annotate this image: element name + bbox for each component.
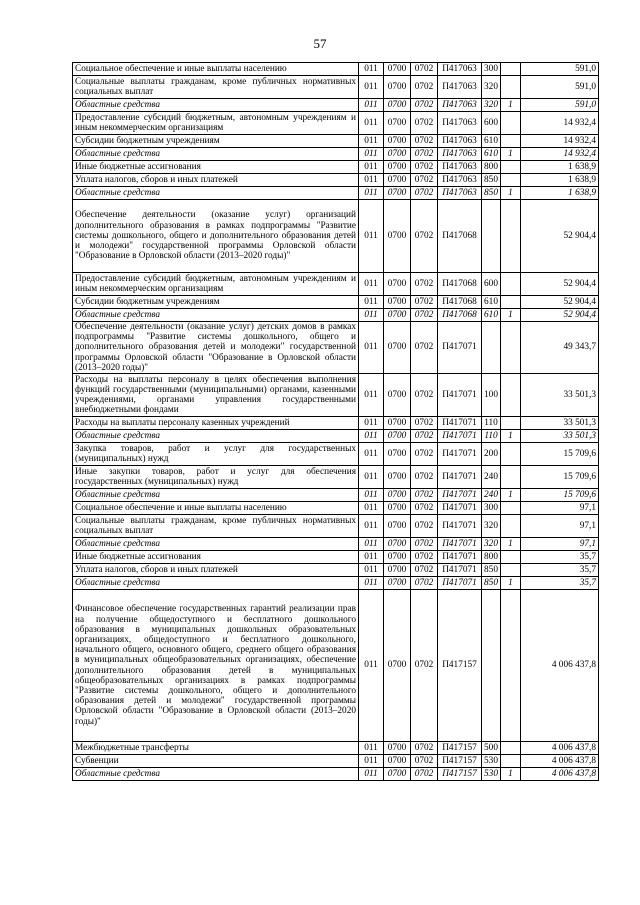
subsection-code-cell: 0702	[411, 564, 438, 577]
subsection-code-cell: 0702	[411, 443, 438, 466]
row-name-cell: Областные средства	[73, 489, 359, 502]
target-article-cell: П417071	[438, 443, 482, 466]
target-article-cell: П417157	[438, 768, 482, 781]
subsection-code-cell: 0702	[411, 502, 438, 515]
funding-source-cell: 1	[501, 99, 521, 112]
ministry-code-cell: 011	[359, 148, 384, 161]
amount-cell: 35,7	[521, 577, 599, 590]
row-name-cell: Социальное обеспечение и иные выплаты населению	[73, 502, 359, 515]
expense-type-cell	[482, 590, 501, 742]
funding-source-cell: 1	[501, 768, 521, 781]
target-article-cell: П417063	[438, 187, 482, 200]
subsection-code-cell: 0702	[411, 515, 438, 538]
expense-type-cell: 110	[482, 430, 501, 443]
ministry-code-cell: 011	[359, 63, 384, 76]
expense-type-cell: 850	[482, 187, 501, 200]
amount-cell: 15 709,6	[521, 466, 599, 489]
amount-cell: 1 638,9	[521, 161, 599, 174]
amount-cell: 49 343,7	[521, 322, 599, 374]
amount-cell: 97,1	[521, 515, 599, 538]
row-name-cell: Обеспечение деятельности (оказание услуг) организаций дополнительного образования в рамках подпрограммы "Развитие системы дошкольного, общего и дополнительного образования детей и молодежи" государственной программы Орловской области "Образование в Орловской области (2013–2020 годы)"	[73, 200, 359, 273]
funding-source-cell: 1	[501, 489, 521, 502]
ministry-code-cell: 011	[359, 174, 384, 187]
ministry-code-cell: 011	[359, 417, 384, 430]
ministry-code-cell: 011	[359, 135, 384, 148]
funding-source-cell	[501, 515, 521, 538]
subsection-code-cell: 0702	[411, 174, 438, 187]
subsection-code-cell: 0702	[411, 466, 438, 489]
expense-type-cell: 610	[482, 135, 501, 148]
funding-source-cell	[501, 502, 521, 515]
subsection-code-cell: 0702	[411, 112, 438, 135]
funding-source-cell	[501, 296, 521, 309]
subsection-code-cell: 0702	[411, 430, 438, 443]
row-name-cell: Субсидии бюджетным учреждениям	[73, 296, 359, 309]
expense-type-cell	[482, 200, 501, 273]
section-code-cell: 0700	[384, 148, 411, 161]
section-code-cell: 0700	[384, 322, 411, 374]
ministry-code-cell: 011	[359, 551, 384, 564]
amount-cell: 15 709,6	[521, 443, 599, 466]
section-code-cell: 0700	[384, 443, 411, 466]
row-name-cell: Социальное обеспечение и иные выплаты населению	[73, 63, 359, 76]
row-name-cell: Социальные выплаты гражданам, кроме публичных нормативных социальных выплат	[73, 515, 359, 538]
section-code-cell: 0700	[384, 374, 411, 417]
subsection-code-cell: 0702	[411, 577, 438, 590]
target-article-cell: П417157	[438, 755, 482, 768]
subsection-code-cell: 0702	[411, 148, 438, 161]
section-code-cell: 0700	[384, 99, 411, 112]
amount-cell: 35,7	[521, 551, 599, 564]
amount-cell: 35,7	[521, 564, 599, 577]
table-row	[73, 296, 599, 309]
target-article-cell: П417063	[438, 112, 482, 135]
amount-cell: 4 006 437,8	[521, 590, 599, 742]
table-row	[73, 430, 599, 443]
table-row	[73, 515, 599, 538]
subsection-code-cell: 0702	[411, 309, 438, 322]
table-row	[73, 200, 599, 273]
funding-source-cell: 1	[501, 309, 521, 322]
funding-source-cell	[501, 466, 521, 489]
ministry-code-cell: 011	[359, 502, 384, 515]
amount-cell: 52 904,4	[521, 296, 599, 309]
ministry-code-cell: 011	[359, 768, 384, 781]
target-article-cell: П417063	[438, 76, 482, 99]
table-row	[73, 174, 599, 187]
target-article-cell: П417063	[438, 63, 482, 76]
target-article-cell: П417071	[438, 374, 482, 417]
amount-cell: 33 501,3	[521, 374, 599, 417]
expense-type-cell: 600	[482, 112, 501, 135]
expense-type-cell: 320	[482, 76, 501, 99]
ministry-code-cell: 011	[359, 742, 384, 755]
target-article-cell: П417063	[438, 174, 482, 187]
expense-type-cell: 240	[482, 489, 501, 502]
table-row	[73, 768, 599, 781]
row-name-cell: Закупка товаров, работ и услуг для государственных (муниципальных) нужд	[73, 443, 359, 466]
expense-type-cell: 500	[482, 742, 501, 755]
section-code-cell: 0700	[384, 755, 411, 768]
amount-cell: 591,0	[521, 63, 599, 76]
table-row	[73, 538, 599, 551]
funding-source-cell	[501, 174, 521, 187]
row-name-cell: Областные средства	[73, 768, 359, 781]
row-name-cell: Уплата налогов, сборов и иных платежей	[73, 564, 359, 577]
table-row	[73, 590, 599, 742]
funding-source-cell	[501, 374, 521, 417]
expense-type-cell: 240	[482, 466, 501, 489]
ministry-code-cell: 011	[359, 515, 384, 538]
row-name-cell: Иные закупки товаров, работ и услуг для обеспечения государственных (муниципальных) нужд	[73, 466, 359, 489]
section-code-cell: 0700	[384, 309, 411, 322]
amount-cell: 33 501,3	[521, 430, 599, 443]
table-row	[73, 374, 599, 417]
amount-cell: 15 709,6	[521, 489, 599, 502]
table-row	[73, 161, 599, 174]
expense-type-cell: 610	[482, 148, 501, 161]
amount-cell: 97,1	[521, 538, 599, 551]
expense-type-cell: 300	[482, 502, 501, 515]
expense-type-cell: 610	[482, 296, 501, 309]
table-row	[73, 551, 599, 564]
funding-source-cell	[501, 161, 521, 174]
target-article-cell: П417068	[438, 273, 482, 296]
funding-source-cell: 1	[501, 187, 521, 200]
funding-source-cell	[501, 76, 521, 99]
table-row	[73, 489, 599, 502]
table-row	[73, 76, 599, 99]
amount-cell: 33 501,3	[521, 417, 599, 430]
amount-cell: 1 638,9	[521, 174, 599, 187]
table-body	[73, 63, 599, 781]
row-name-cell: Финансовое обеспечение государственных гарантий реализации прав на получение общедоступного и бесплатного дошкольного образования в муниципальных дошкольных образовательных организациях, общедоступного и бесплатного дошкольного, начального общего, основного общего, среднего общего образования в муниципальных общеобразовательных организациях, обеспечение дополнительного образования детей в муниципальных общеобразовательных организациях в рамках подпрограммы "Развитие системы дошкольного, общего и дополнительного образования детей и молодежи" государственной программы Орловской области "Образование в Орловской области (2013–2020 годы)"	[73, 590, 359, 742]
expense-type-cell	[482, 322, 501, 374]
ministry-code-cell: 011	[359, 590, 384, 742]
target-article-cell: П417063	[438, 99, 482, 112]
target-article-cell: П417071	[438, 564, 482, 577]
table-row	[73, 63, 599, 76]
ministry-code-cell: 011	[359, 161, 384, 174]
ministry-code-cell: 011	[359, 538, 384, 551]
section-code-cell: 0700	[384, 135, 411, 148]
section-code-cell: 0700	[384, 489, 411, 502]
section-code-cell: 0700	[384, 174, 411, 187]
amount-cell: 14 932,4	[521, 135, 599, 148]
row-name-cell: Межбюджетные трансферты	[73, 742, 359, 755]
expense-type-cell: 850	[482, 564, 501, 577]
ministry-code-cell: 011	[359, 322, 384, 374]
expense-type-cell: 600	[482, 273, 501, 296]
target-article-cell: П417071	[438, 551, 482, 564]
ministry-code-cell: 011	[359, 564, 384, 577]
ministry-code-cell: 011	[359, 112, 384, 135]
funding-source-cell	[501, 564, 521, 577]
subsection-code-cell: 0702	[411, 742, 438, 755]
expense-type-cell: 200	[482, 443, 501, 466]
expense-type-cell: 800	[482, 551, 501, 564]
row-name-cell: Социальные выплаты гражданам, кроме публичных нормативных социальных выплат	[73, 76, 359, 99]
section-code-cell: 0700	[384, 515, 411, 538]
funding-source-cell	[501, 443, 521, 466]
target-article-cell: П417071	[438, 417, 482, 430]
subsection-code-cell: 0702	[411, 768, 438, 781]
section-code-cell: 0700	[384, 551, 411, 564]
target-article-cell: П417068	[438, 296, 482, 309]
expense-type-cell: 850	[482, 174, 501, 187]
target-article-cell: П417071	[438, 466, 482, 489]
subsection-code-cell: 0702	[411, 135, 438, 148]
funding-source-cell	[501, 417, 521, 430]
row-name-cell: Областные средства	[73, 309, 359, 322]
target-article-cell: П417071	[438, 430, 482, 443]
funding-source-cell	[501, 742, 521, 755]
amount-cell: 52 904,4	[521, 200, 599, 273]
section-code-cell: 0700	[384, 430, 411, 443]
funding-source-cell	[501, 200, 521, 273]
expense-type-cell: 320	[482, 538, 501, 551]
funding-source-cell	[501, 590, 521, 742]
section-code-cell: 0700	[384, 161, 411, 174]
table-row	[73, 755, 599, 768]
ministry-code-cell: 011	[359, 99, 384, 112]
ministry-code-cell: 011	[359, 309, 384, 322]
table-row	[73, 577, 599, 590]
funding-source-cell	[501, 551, 521, 564]
target-article-cell: П417071	[438, 515, 482, 538]
row-name-cell: Расходы на выплаты персоналу казенных учреждений	[73, 417, 359, 430]
funding-source-cell: 1	[501, 538, 521, 551]
subsection-code-cell: 0702	[411, 99, 438, 112]
section-code-cell: 0700	[384, 538, 411, 551]
ministry-code-cell: 011	[359, 273, 384, 296]
section-code-cell: 0700	[384, 564, 411, 577]
subsection-code-cell: 0702	[411, 374, 438, 417]
ministry-code-cell: 011	[359, 200, 384, 273]
funding-source-cell	[501, 63, 521, 76]
row-name-cell: Иные бюджетные ассигнования	[73, 161, 359, 174]
section-code-cell: 0700	[384, 502, 411, 515]
amount-cell: 14 932,4	[521, 148, 599, 161]
row-name-cell: Обеспечение деятельности (оказание услуг) детских домов в рамках подпрограммы "Развитие системы дошкольного, общего и дополнительного образования детей и молодежи" государственной программы Орловской области "Образование в Орловской области (2013–2020 годы)"	[73, 322, 359, 374]
subsection-code-cell: 0702	[411, 76, 438, 99]
expense-type-cell: 320	[482, 99, 501, 112]
subsection-code-cell: 0702	[411, 322, 438, 374]
target-article-cell: П417071	[438, 502, 482, 515]
section-code-cell: 0700	[384, 63, 411, 76]
section-code-cell: 0700	[384, 112, 411, 135]
target-article-cell: П417071	[438, 322, 482, 374]
table-row	[73, 466, 599, 489]
row-name-cell: Предоставление субсидий бюджетным, автономным учреждениям и иным некоммерческим организациям	[73, 273, 359, 296]
row-name-cell: Областные средства	[73, 187, 359, 200]
amount-cell: 52 904,4	[521, 309, 599, 322]
budget-table	[72, 62, 599, 781]
table-row	[73, 417, 599, 430]
ministry-code-cell: 011	[359, 466, 384, 489]
subsection-code-cell: 0702	[411, 296, 438, 309]
row-name-cell: Предоставление субсидий бюджетным, автономным учреждениям и иным некоммерческим организациям	[73, 112, 359, 135]
amount-cell: 591,0	[521, 76, 599, 99]
funding-source-cell	[501, 273, 521, 296]
target-article-cell: П417157	[438, 590, 482, 742]
amount-cell: 97,1	[521, 502, 599, 515]
ministry-code-cell: 011	[359, 443, 384, 466]
section-code-cell: 0700	[384, 742, 411, 755]
row-name-cell: Расходы на выплаты персоналу в целях обеспечения выполнения функций государственными (муниципальными) органами, казенными учреждениями, органами управления государственными внебюджетными фондами	[73, 374, 359, 417]
section-code-cell: 0700	[384, 768, 411, 781]
table-row	[73, 148, 599, 161]
subsection-code-cell: 0702	[411, 538, 438, 551]
row-name-cell: Областные средства	[73, 148, 359, 161]
ministry-code-cell: 011	[359, 577, 384, 590]
funding-source-cell	[501, 112, 521, 135]
funding-source-cell	[501, 755, 521, 768]
target-article-cell: П417071	[438, 538, 482, 551]
section-code-cell: 0700	[384, 417, 411, 430]
amount-cell: 4 006 437,8	[521, 768, 599, 781]
section-code-cell: 0700	[384, 296, 411, 309]
expense-type-cell: 110	[482, 417, 501, 430]
table-row	[73, 742, 599, 755]
ministry-code-cell: 011	[359, 296, 384, 309]
ministry-code-cell: 011	[359, 76, 384, 99]
target-article-cell: П417068	[438, 309, 482, 322]
expense-type-cell: 300	[482, 63, 501, 76]
target-article-cell: П417063	[438, 161, 482, 174]
subsection-code-cell: 0702	[411, 273, 438, 296]
table-row	[73, 564, 599, 577]
row-name-cell: Областные средства	[73, 577, 359, 590]
section-code-cell: 0700	[384, 466, 411, 489]
amount-cell: 591,0	[521, 99, 599, 112]
ministry-code-cell: 011	[359, 374, 384, 417]
row-name-cell: Областные средства	[73, 99, 359, 112]
section-code-cell: 0700	[384, 187, 411, 200]
subsection-code-cell: 0702	[411, 755, 438, 768]
subsection-code-cell: 0702	[411, 417, 438, 430]
table-row	[73, 502, 599, 515]
expense-type-cell: 100	[482, 374, 501, 417]
expense-type-cell: 530	[482, 755, 501, 768]
table-row	[73, 135, 599, 148]
table-row	[73, 273, 599, 296]
amount-cell: 4 006 437,8	[521, 755, 599, 768]
funding-source-cell	[501, 322, 521, 374]
target-article-cell: П417071	[438, 489, 482, 502]
row-name-cell: Уплата налогов, сборов и иных платежей	[73, 174, 359, 187]
section-code-cell: 0700	[384, 590, 411, 742]
amount-cell: 52 904,4	[521, 273, 599, 296]
table-row	[73, 112, 599, 135]
row-name-cell: Областные средства	[73, 538, 359, 551]
section-code-cell: 0700	[384, 76, 411, 99]
table-row	[73, 443, 599, 466]
table-row	[73, 322, 599, 374]
row-name-cell: Субвенции	[73, 755, 359, 768]
subsection-code-cell: 0702	[411, 200, 438, 273]
target-article-cell: П417071	[438, 577, 482, 590]
funding-source-cell	[501, 135, 521, 148]
target-article-cell: П417063	[438, 148, 482, 161]
row-name-cell: Областные средства	[73, 430, 359, 443]
target-article-cell: П417063	[438, 135, 482, 148]
table-row	[73, 99, 599, 112]
subsection-code-cell: 0702	[411, 590, 438, 742]
funding-source-cell: 1	[501, 577, 521, 590]
section-code-cell: 0700	[384, 200, 411, 273]
subsection-code-cell: 0702	[411, 551, 438, 564]
target-article-cell: П417068	[438, 200, 482, 273]
amount-cell: 14 932,4	[521, 112, 599, 135]
funding-source-cell: 1	[501, 430, 521, 443]
table-row	[73, 187, 599, 200]
row-name-cell: Иные бюджетные ассигнования	[73, 551, 359, 564]
ministry-code-cell: 011	[359, 489, 384, 502]
row-name-cell: Субсидии бюджетным учреждениям	[73, 135, 359, 148]
subsection-code-cell: 0702	[411, 489, 438, 502]
expense-type-cell: 610	[482, 309, 501, 322]
subsection-code-cell: 0702	[411, 161, 438, 174]
amount-cell: 1 638,9	[521, 187, 599, 200]
funding-source-cell: 1	[501, 148, 521, 161]
ministry-code-cell: 011	[359, 187, 384, 200]
expense-type-cell: 320	[482, 515, 501, 538]
page-number: 57	[313, 36, 327, 51]
ministry-code-cell: 011	[359, 755, 384, 768]
ministry-code-cell: 011	[359, 430, 384, 443]
subsection-code-cell: 0702	[411, 63, 438, 76]
section-code-cell: 0700	[384, 577, 411, 590]
target-article-cell: П417157	[438, 742, 482, 755]
subsection-code-cell: 0702	[411, 187, 438, 200]
expense-type-cell: 850	[482, 577, 501, 590]
amount-cell: 4 006 437,8	[521, 742, 599, 755]
expense-type-cell: 530	[482, 768, 501, 781]
section-code-cell: 0700	[384, 273, 411, 296]
table-row	[73, 309, 599, 322]
expense-type-cell: 800	[482, 161, 501, 174]
